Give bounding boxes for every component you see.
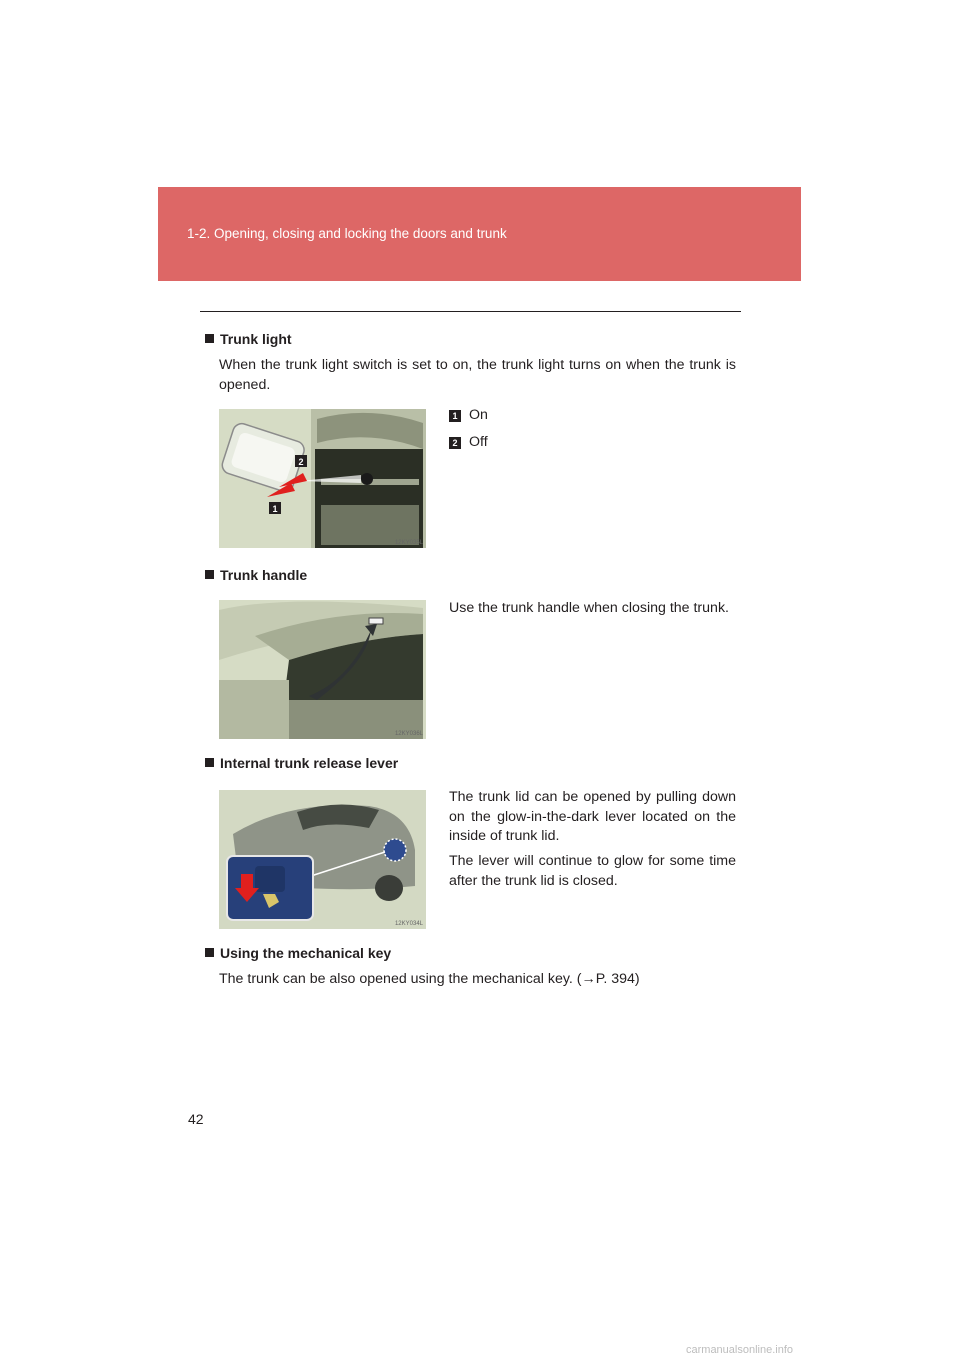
figure-code: 12KY035L [394,540,423,546]
figure-code: 12KY036L [394,731,423,737]
bullet-square-icon [205,570,214,579]
heading-trunk-handle: Trunk handle [205,567,307,583]
heading-mechanical-key: Using the mechanical key [205,945,391,961]
mechanical-key-description: The trunk can be also opened using the mechanical key. (→P. 394) [219,971,640,987]
release-lever-glow-note: The lever will continue to glow for some time after the trunk lid is closed. [449,853,736,889]
svg-text:1: 1 [272,504,278,514]
figure-code: 12KY034L [394,921,423,927]
bullet-square-icon [205,948,214,957]
trunk-light-illustration [219,409,426,548]
bullet-square-icon [205,334,214,343]
figure-release-lever [219,790,426,929]
number-box-icon: 1 [449,410,461,422]
svg-text:2: 2 [298,457,304,467]
section-title: 1-2. Opening, closing and locking the doors and trunk [187,226,507,241]
trunk-handle-description: Use the trunk handle when closing the trunk. [449,600,729,616]
figure-trunk-handle [219,600,426,739]
release-lever-illustration [219,790,426,929]
legend-item-off: 2 Off [449,434,488,450]
number-box-icon: 2 [449,437,461,449]
bullet-square-icon [205,758,214,767]
heading-internal-release-lever: Internal trunk release lever [205,755,398,771]
release-lever-description: The trunk lid can be opened by pulling down on the glow-in-the-dark lever located on the inside of trunk lid. [449,789,736,844]
figure-trunk-light-switch [219,409,426,548]
trunk-handle-illustration [219,600,426,739]
legend-item-on: 1 On [449,407,488,423]
heading-trunk-light: Trunk light [205,331,292,347]
divider-rule [200,311,741,312]
page-number: 42 [188,1111,204,1127]
trunk-light-description: When the trunk light switch is set to on, the trunk light turns on when the trunk is opened. [219,357,736,393]
watermark: carmanualsonline.info [686,1344,794,1356]
